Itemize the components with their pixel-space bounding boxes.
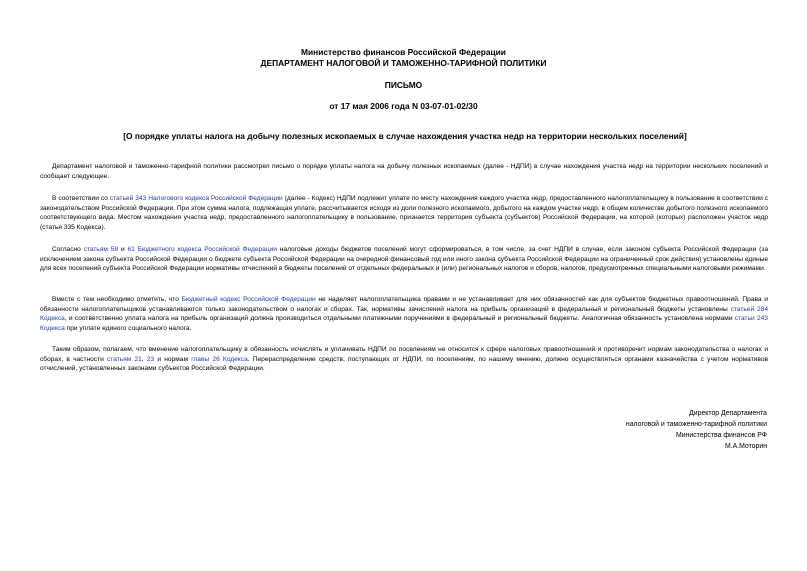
- paragraph-3-text: и: [118, 246, 128, 253]
- signature-title: Директор Департамента: [689, 410, 767, 417]
- paragraph-5-text: ,: [141, 355, 147, 363]
- paragraph-4: [40, 295, 768, 334]
- signature-ministry: Министерства финансов РФ: [675, 432, 767, 439]
- document-type: ПИСЬМО: [384, 80, 423, 90]
- document-date-number: от 17 мая 2006 года N 03-07-01-02/30: [329, 101, 478, 111]
- paragraph-5: [40, 345, 768, 374]
- paragraph-4-text: Вместе с тем необходимо отметить, что: [52, 296, 182, 303]
- paragraph-1-text: Департамент налоговой и таможенно-тарифной политики рассмотрел письмо о порядке уплаты налога на добычу полезных ископаемых (далее - НДПИ) в случае нахождения участка недр на территории нескольких поселений и сообщает следующее.: [40, 163, 768, 180]
- paragraph-5-text: и нормам: [154, 355, 192, 363]
- paragraph-4-text: при уплате единого социального налога.: [64, 325, 192, 333]
- paragraph-3-text: Согласно: [52, 246, 84, 253]
- signature-block: [626, 408, 767, 452]
- link-article-61-budget-code[interactable]: 61 Бюджетного кодекса Российской Федерации: [127, 246, 277, 253]
- signature-department: налоговой и таможенно-тарифной политики: [625, 421, 767, 428]
- link-article-284[interactable]: статьей 284 Кодекса: [40, 305, 769, 323]
- link-article-21[interactable]: статьям 21: [107, 355, 142, 363]
- link-article-23[interactable]: 23: [146, 355, 155, 363]
- document-subject: [О порядке уплаты налога на добычу полезных ископаемых в случае нахождения участка недр на территории нескольких поселений]: [123, 131, 687, 141]
- paragraph-4-text: не наделяет налогоплательщика правами и не устанавливает для них обязанностей как для субъектов бюджетных правоотношений. Права и обязанности налогоплательщиков устанавливаются только законодательством о налогах и сборах. Так, нормативы зачислений налога на прибыль организаций в федеральный и региональный бюджеты установлены: [40, 296, 768, 313]
- link-article-58[interactable]: статьям 58: [83, 246, 119, 253]
- link-article-243[interactable]: статьи 243 Кодекса: [40, 315, 768, 333]
- paragraph-2-text: В соответствии со: [52, 195, 110, 202]
- paragraph-5-text: . Перераспределение средств, поступающих от НДПИ, по поселениям, по нашему мнению, должно осуществляться органами казначейства с учетом нормативов отчислений, установленных законами субъектов Российской Федерации.: [40, 355, 768, 373]
- paragraph-2: [40, 194, 768, 233]
- link-chapter-26[interactable]: главы 26 Кодекса: [191, 355, 248, 363]
- paragraph-1: [40, 162, 768, 181]
- paragraph-3: [40, 245, 768, 274]
- ministry-name: Министерство финансов Российской Федерации: [301, 47, 506, 57]
- paragraph-2-text: (далее - Кодекс) НДПИ подлежит уплате по месту нахождения каждого участка недр, предоставленного налогоплательщику в пользование в соответствии с законодательством Российской Федерации. При этом сумма налога, подлежащая уплате, рассчитывается исходя из доли полезного ископаемого, добытого на каждом участке недр, в общем количестве добытого полезного ископаемого соответствующего вида. Местом нахождения участка недр, предоставленного налогоплательщику в пользование, признается территория субъекта (субъектов) Российской Федерации, на которой (которых) расположен участок недр (статья 335 Кодекса).: [40, 195, 768, 232]
- paragraph-4-text: , и соответственно уплата налога на прибыль организаций должна производиться отдельными платежными поручениями в федеральный и региональный бюджеты. Аналогичная обязанность установлена нормами: [64, 315, 735, 323]
- paragraph-5-text: Таким образом, полагаем, что вменение налогоплательщику в обязанность исчислять и уплачивать НДПИ по поселениям не относится к сфере налоговых правоотношений и противоречит нормам законодательства о налогах и сборах, в частности: [40, 346, 768, 363]
- link-article-343-tax-code[interactable]: статьей 343 Налогового кодекса Российской Федерации: [109, 195, 283, 202]
- department-name: ДЕПАРТАМЕНТ НАЛОГОВОЙ И ТАМОЖЕННО-ТАРИФНОЙ ПОЛИТИКИ: [260, 58, 547, 68]
- link-budget-code[interactable]: Бюджетный кодекс Российской Федерации: [181, 296, 316, 303]
- paragraph-3-text: налоговые доходы бюджетов поселений могут сформироваться, в том числе, за счет НДПИ в случае, если законом субъекта Российской Федерации (за исключением закона субъекта Российской Федерации о бюджете субъекта Российской Федерации на очередной финансовый год или иного закона субъекта Российской Федерации на ограниченный срок действия) установлены единые для всех поселений субъекта Российской Федерации нормативы отчислений в бюджеты поселений от отдельных федеральных и (или) региональных налогов и сборов, налогов, предусмотренных специальными налоговыми режимами.: [40, 246, 768, 273]
- signature-name: М.А.Моторин: [724, 443, 767, 450]
